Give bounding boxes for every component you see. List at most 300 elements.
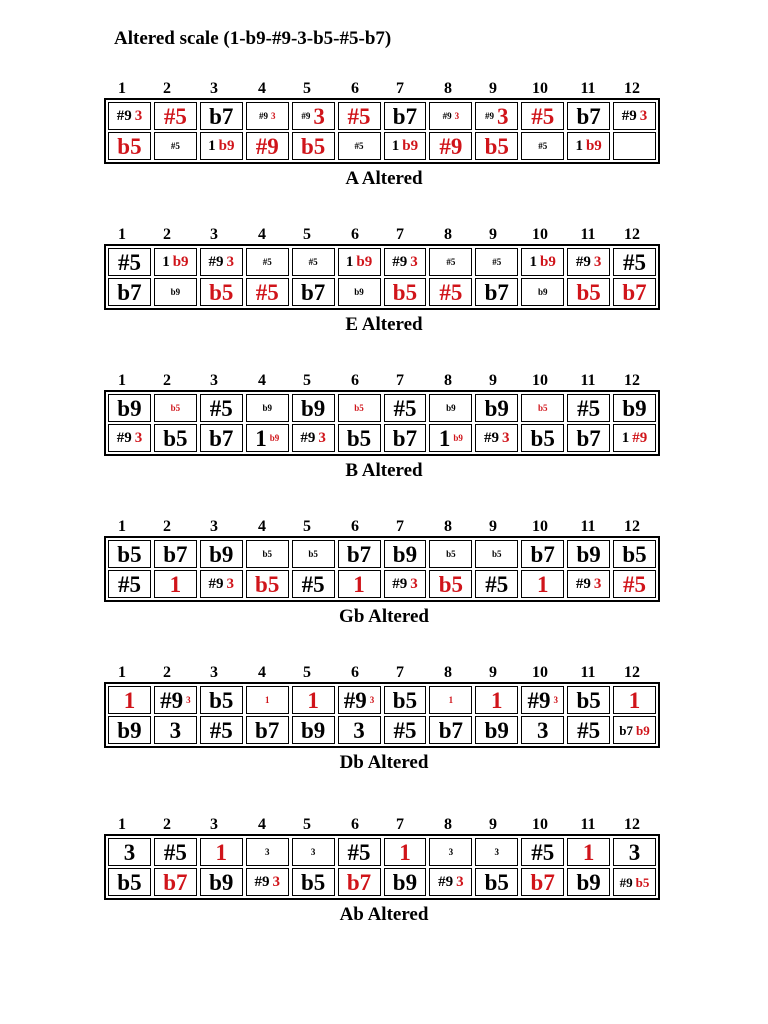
grid-cell [154, 394, 197, 422]
fret-number: 4 [258, 518, 266, 535]
grid-cell [292, 424, 335, 452]
grid-cell [429, 394, 472, 422]
fret-number: 8 [444, 372, 452, 389]
interval-label: b5 [622, 541, 647, 567]
interval-label: 1 [255, 425, 267, 451]
grid-cell [338, 424, 381, 452]
interval-label: #5 [354, 140, 364, 151]
fret-number: 8 [444, 226, 452, 243]
fret-number: 5 [303, 816, 311, 833]
interval-label: b7 [576, 103, 601, 129]
interval-label: 3 [270, 110, 276, 121]
interval-label: 1 [123, 687, 136, 713]
grid-cell [338, 540, 381, 568]
interval-label: #9 [116, 107, 132, 124]
grid-cell [154, 716, 197, 744]
grid-cell [567, 716, 610, 744]
grid-cell [384, 394, 427, 422]
interval-label: b9 [585, 137, 602, 154]
section-label: E Altered [345, 314, 423, 335]
grid-cell [475, 278, 518, 306]
fret-number: 7 [396, 372, 404, 389]
fret-number: 9 [489, 80, 497, 97]
grid-cell [429, 248, 472, 276]
interval-label: b7 [530, 541, 555, 567]
interval-label: b7 [438, 717, 464, 743]
interval-label: #5 [492, 256, 502, 267]
fret-number: 10 [532, 816, 548, 833]
grid-cell [154, 132, 197, 160]
interval-label: #9 [438, 873, 454, 890]
interval-label: b9 [218, 137, 235, 154]
grid-cell [384, 716, 427, 744]
grid-cell [200, 424, 243, 452]
grid-cell [613, 686, 656, 714]
fret-number: 6 [351, 664, 359, 681]
grid-cell [521, 540, 564, 568]
section-label: Db Altered [339, 752, 429, 773]
fretboard-grid [104, 98, 660, 164]
fret-number: 2 [163, 80, 171, 97]
interval-label: #9 [160, 687, 184, 713]
interval-label: #9 [575, 575, 591, 592]
grid-cell [246, 278, 289, 306]
interval-label: #9 [442, 110, 452, 121]
grid-cell [521, 132, 564, 160]
grid-cell [613, 716, 656, 744]
grid-cell [521, 424, 564, 452]
interval-label: b5 [308, 548, 318, 559]
grid-cell [384, 102, 427, 130]
grid-cell [521, 394, 564, 422]
fret-number: 10 [532, 664, 548, 681]
fret-number: 4 [258, 816, 266, 833]
interval-label: b5 [635, 874, 650, 890]
interval-label: #5 [255, 279, 279, 305]
grid-cell [108, 248, 151, 276]
fret-number: 12 [624, 372, 640, 389]
grid-cell [613, 424, 656, 452]
grid-cell [338, 102, 381, 130]
fret-number: 1 [118, 80, 126, 97]
grid-cell [567, 278, 610, 306]
fret-number: 9 [489, 816, 497, 833]
interval-label: #5 [439, 279, 463, 305]
grid-cell [108, 424, 151, 452]
interval-label: #9 [208, 253, 224, 270]
fret-number: 2 [163, 816, 171, 833]
fret-number: 7 [396, 664, 404, 681]
grid-cell [200, 102, 243, 130]
interval-label: b9 [484, 395, 509, 421]
interval-label: b9 [576, 541, 601, 567]
interval-label: 1 [491, 687, 503, 713]
fret-number: 6 [351, 816, 359, 833]
fret-number: 10 [532, 518, 548, 535]
grid-cell [154, 424, 197, 452]
interval-label: b5 [438, 571, 464, 597]
interval-label: 3 [448, 846, 454, 857]
grid-cell [475, 838, 518, 866]
grid-cell [292, 838, 335, 866]
grid-cell [521, 102, 564, 130]
interval-label: b9 [300, 395, 326, 421]
grid-cell [292, 132, 335, 160]
grid-cell [246, 248, 289, 276]
grid-cell [384, 278, 427, 306]
interval-label: #9 [258, 110, 268, 121]
fret-number: 9 [489, 664, 497, 681]
grid-cell [200, 394, 243, 422]
fret-number: 5 [303, 372, 311, 389]
interval-label: 3 [272, 873, 280, 890]
grid-cell [567, 394, 610, 422]
fret-number-row [104, 518, 664, 538]
interval-label: b7 [619, 722, 634, 738]
interval-label: b9 [622, 395, 647, 421]
grid-cell [108, 686, 151, 714]
fret-number: 5 [303, 664, 311, 681]
grid-cell [384, 132, 427, 160]
grid-cell [567, 868, 610, 896]
grid-cell [108, 132, 151, 160]
fret-number-row [104, 226, 664, 246]
interval-label: b7 [163, 869, 188, 895]
interval-label: b7 [346, 541, 372, 567]
grid-cell [475, 868, 518, 896]
interval-label: #5 [531, 839, 555, 865]
interval-label: 3 [456, 873, 464, 890]
interval-label: 1 [582, 839, 595, 865]
fret-number: 12 [624, 226, 640, 243]
interval-label: b9 [453, 432, 463, 443]
interval-label: #9 [301, 110, 311, 121]
grid-cell [338, 716, 381, 744]
interval-label: b9 [576, 869, 601, 895]
interval-label: b9 [209, 541, 234, 567]
grid-cell [338, 278, 381, 306]
grid-cell [292, 394, 335, 422]
fret-number: 11 [580, 664, 596, 681]
interval-label: #5 [623, 571, 647, 597]
interval-label: 1 [215, 839, 228, 865]
interval-label: 3 [353, 717, 365, 743]
grid-cell [613, 868, 656, 896]
interval-label: b5 [117, 869, 142, 895]
interval-label: 3 [628, 839, 641, 865]
fret-number: 6 [351, 372, 359, 389]
fret-number: 9 [489, 518, 497, 535]
interval-label: 3 [226, 253, 235, 270]
grid-cell [108, 838, 151, 866]
fret-number: 8 [444, 80, 452, 97]
grid-cell [567, 424, 610, 452]
grid-cell [292, 540, 335, 568]
grid-cell [200, 540, 243, 568]
grid-cell [384, 570, 427, 598]
interval-label: b5 [300, 133, 326, 159]
interval-label: 3 [454, 110, 460, 121]
fret-number: 1 [118, 372, 126, 389]
grid-cell [384, 686, 427, 714]
interval-label: b5 [392, 687, 418, 713]
fret-number: 3 [210, 372, 218, 389]
grid-cell [292, 686, 335, 714]
grid-cell [338, 838, 381, 866]
grid-cell [292, 102, 335, 130]
interval-label: b5 [537, 402, 548, 413]
grid-cell [246, 424, 289, 452]
interval-label: #9 [632, 429, 648, 446]
grid-cell [200, 838, 243, 866]
grid-cell [154, 570, 197, 598]
grid-cell [108, 102, 151, 130]
grid-cell [154, 686, 197, 714]
interval-label: #9 [439, 133, 463, 159]
grid-cell [292, 716, 335, 744]
interval-label: b5 [255, 571, 280, 597]
interval-label: b5 [492, 548, 502, 559]
fret-number: 2 [163, 518, 171, 535]
grid-cell [475, 248, 518, 276]
interval-label: b7 [622, 279, 647, 305]
interval-label: 3 [593, 253, 602, 270]
interval-label: 3 [369, 694, 375, 705]
interval-label: 3 [264, 846, 270, 857]
interval-label: b9 [537, 286, 548, 297]
grid-cell [384, 540, 427, 568]
grid-cell [429, 686, 472, 714]
interval-label: b5 [262, 548, 272, 559]
grid-cell [429, 540, 472, 568]
grid-cell [475, 132, 518, 160]
interval-label: b5 [117, 541, 142, 567]
interval-label: 3 [310, 846, 316, 857]
interval-label: b5 [209, 687, 234, 713]
interval-label: 3 [497, 103, 509, 129]
section-label: A Altered [345, 168, 423, 189]
fret-number: 9 [489, 372, 497, 389]
fret-number: 7 [396, 518, 404, 535]
grid-cell [338, 868, 381, 896]
grid-cell [200, 686, 243, 714]
interval-label: b7 [255, 717, 280, 743]
grid-cell [429, 570, 472, 598]
grid-cell [154, 868, 197, 896]
grid-cell [475, 570, 518, 598]
grid-cell [613, 394, 656, 422]
interval-label: b9 [356, 253, 373, 270]
grid-cell [521, 248, 564, 276]
interval-label: 3 [134, 429, 143, 446]
interval-label: #5 [301, 571, 325, 597]
fret-number: 2 [163, 664, 171, 681]
interval-label: 1 [391, 137, 400, 154]
grid-cell [246, 132, 289, 160]
interval-label: 1 [345, 253, 354, 270]
interval-label: #5 [538, 140, 548, 151]
interval-label: 1 [529, 253, 538, 270]
grid-cell [154, 102, 197, 130]
grid-cell [338, 394, 381, 422]
grid-cell [384, 868, 427, 896]
interval-label: b7 [209, 425, 234, 451]
interval-label: 1 [169, 571, 182, 597]
fret-number: 5 [303, 80, 311, 97]
fret-number: 7 [396, 226, 404, 243]
interval-label: b9 [117, 717, 142, 743]
fret-number: 10 [532, 226, 548, 243]
grid-cell [246, 394, 289, 422]
interval-label: #5 [117, 249, 141, 275]
interval-label: b5 [354, 402, 364, 413]
interval-label: #5 [170, 140, 180, 151]
grid-cell [475, 716, 518, 744]
interval-label: #5 [209, 717, 233, 743]
grid-cell [200, 716, 243, 744]
grid-cell [384, 424, 427, 452]
interval-label: b9 [269, 432, 280, 443]
interval-label: #9 [116, 429, 132, 446]
interval-label: b9 [636, 722, 650, 738]
interval-label: #5 [577, 395, 601, 421]
interval-label: #9 [392, 253, 408, 270]
grid-cell [246, 102, 289, 130]
interval-label: 1 [628, 687, 641, 713]
fret-number: 10 [532, 80, 548, 97]
fret-number: 3 [210, 664, 218, 681]
interval-label: #5 [347, 103, 371, 129]
grid-cell [475, 686, 518, 714]
grid-cell [246, 686, 289, 714]
interval-label: b5 [300, 869, 326, 895]
section-label: Ab Altered [339, 904, 429, 925]
fret-number: 11 [580, 518, 596, 535]
interval-label: b9 [262, 402, 272, 413]
grid-cell [292, 278, 335, 306]
grid-cell [200, 868, 243, 896]
interval-label: 1 [264, 694, 270, 705]
section-label: Gb Altered [339, 606, 429, 627]
fret-number: 9 [489, 226, 497, 243]
grid-cell [613, 540, 656, 568]
grid-cell [429, 424, 472, 452]
grid-cell [567, 686, 610, 714]
interval-label: b5 [484, 133, 509, 159]
interval-label: 3 [186, 694, 191, 705]
fret-number: 11 [580, 226, 596, 243]
grid-cell [338, 686, 381, 714]
grid-cell [521, 278, 564, 306]
interval-label: #9 [392, 575, 408, 592]
interval-label: #9 [484, 429, 500, 446]
grid-cell [475, 424, 518, 452]
interval-label: #5 [577, 717, 601, 743]
interval-label: 3 [639, 107, 648, 124]
grid-cell [246, 868, 289, 896]
fret-number: 3 [210, 226, 218, 243]
grid-cell [475, 102, 518, 130]
interval-label: b5 [392, 279, 418, 305]
grid-cell [246, 838, 289, 866]
grid-cell [154, 838, 197, 866]
interval-label: b5 [209, 279, 234, 305]
interval-label: #9 [619, 874, 633, 890]
fret-number: 8 [444, 664, 452, 681]
fret-number-row [104, 664, 664, 684]
grid-cell [613, 132, 656, 160]
interval-label: #9 [621, 107, 637, 124]
fret-number: 8 [444, 518, 452, 535]
interval-label: b5 [117, 133, 142, 159]
interval-label: b5 [170, 402, 181, 413]
interval-label: b9 [446, 402, 456, 413]
grid-cell [521, 716, 564, 744]
fret-number: 12 [624, 518, 640, 535]
interval-label: #5 [117, 571, 141, 597]
interval-label: #5 [531, 103, 555, 129]
grid-cell [246, 716, 289, 744]
grid-cell [613, 102, 656, 130]
fret-number: 6 [351, 80, 359, 97]
fret-number: 11 [580, 80, 596, 97]
grid-cell [429, 278, 472, 306]
interval-label: b9 [170, 286, 181, 297]
fret-number: 2 [163, 372, 171, 389]
interval-label: b5 [446, 548, 456, 559]
fret-number: 11 [580, 372, 596, 389]
interval-label: b9 [392, 541, 418, 567]
grid-cell [475, 394, 518, 422]
grid-cell [429, 868, 472, 896]
interval-label: b9 [354, 286, 364, 297]
grid-cell [567, 540, 610, 568]
grid-cell [613, 248, 656, 276]
fretboard-grid [104, 390, 660, 456]
interval-label: #9 [255, 133, 279, 159]
interval-label: #5 [446, 256, 456, 267]
grid-cell [154, 278, 197, 306]
fret-number: 4 [258, 372, 266, 389]
grid-cell [567, 102, 610, 130]
fretboard-grid [104, 682, 660, 748]
fret-number-row [104, 372, 664, 392]
grid-cell [338, 132, 381, 160]
fret-number: 1 [118, 816, 126, 833]
grid-cell [246, 570, 289, 598]
fret-number: 3 [210, 80, 218, 97]
interval-label: 3 [169, 717, 182, 743]
grid-cell [108, 394, 151, 422]
interval-label: 1 [536, 571, 549, 597]
interval-label: b7 [392, 103, 418, 129]
fret-number: 12 [624, 80, 640, 97]
interval-label: 1 [438, 425, 451, 451]
fret-number: 3 [210, 816, 218, 833]
interval-label: #5 [163, 839, 187, 865]
grid-cell [292, 868, 335, 896]
grid-cell [567, 838, 610, 866]
interval-label: 3 [536, 717, 549, 743]
interval-label: #5 [347, 839, 371, 865]
interval-label: 1 [307, 687, 319, 713]
grid-cell [567, 570, 610, 598]
interval-label: #5 [308, 256, 318, 267]
grid-cell [429, 132, 472, 160]
grid-cell [292, 248, 335, 276]
interval-label: #9 [343, 687, 367, 713]
interval-label: b7 [392, 425, 418, 451]
